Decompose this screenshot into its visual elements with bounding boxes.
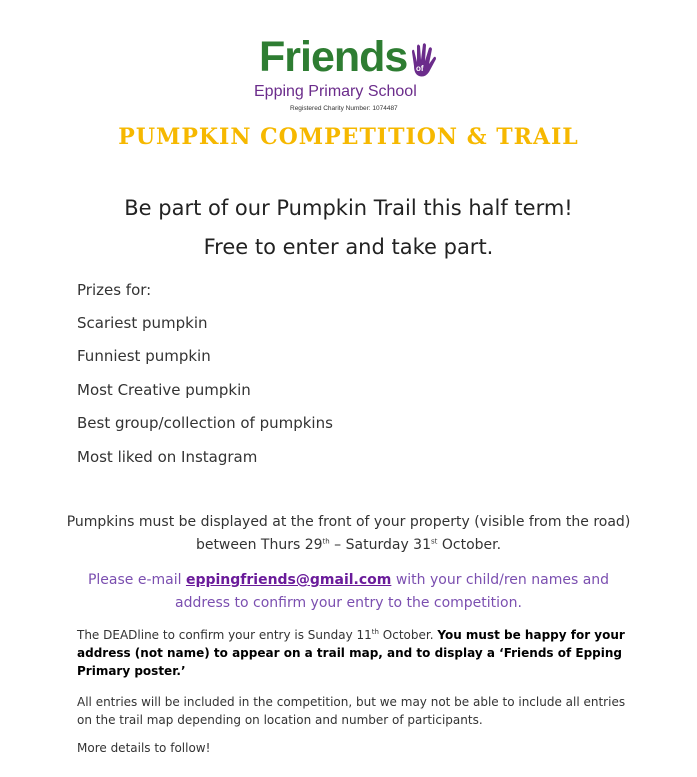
logo-charity-number: Registered Charity Number: 1074487 <box>290 105 398 112</box>
email-paragraph: Please e-mail eppingfriends@gmail.com with your child/ren names and address to confirm your entry to the competition. <box>87 572 610 611</box>
deadline-bold-note: You must be happy for your address (not name) to appear on a trail map, and to display a ‘Friends of Epping Primary poster.’ <box>77 628 625 678</box>
deadline-paragraph: The DEADline to confirm your entry is Sunday 11th October. You must be happy for your address (not name) to appear on a trail map, and to display a ‘Friends of Epping Primary poster.’ <box>77 628 625 678</box>
entries-paragraph: All entries will be included in the competition, but we may not be able to include all entries on the trail map depending on location and number of participants. <box>77 695 626 727</box>
logo-of-text: of <box>416 64 424 73</box>
hand-icon <box>408 40 438 80</box>
more-details-note: More details to follow! <box>77 741 211 755</box>
prize-item: Scariest pumpkin <box>77 314 208 332</box>
display-dates-paragraph: Pumpkins must be displayed at the front of your property (visible from the road) between Thurs 29th – Saturday 31st October. <box>66 514 631 553</box>
prize-item: Best group/collection of pumpkins <box>77 414 333 432</box>
intro-line-1: Be part of our Pumpkin Trail this half term! <box>124 196 573 220</box>
prizes-heading: Prizes for: <box>77 281 152 299</box>
friends-logo <box>0 18 697 112</box>
email-link[interactable]: eppingfriends@gmail.com <box>185 572 392 588</box>
prize-item: Most liked on Instagram <box>77 448 258 466</box>
logo-school-name: Epping Primary School <box>254 83 417 100</box>
prize-item: Funniest pumpkin <box>77 347 211 365</box>
prize-item: Most Creative pumpkin <box>77 381 251 399</box>
intro-line-2: Free to enter and take part. <box>203 235 494 259</box>
logo-wordmark: Friends <box>259 33 408 81</box>
page-title: PUMPKIN COMPETITION & TRAIL <box>118 124 579 150</box>
